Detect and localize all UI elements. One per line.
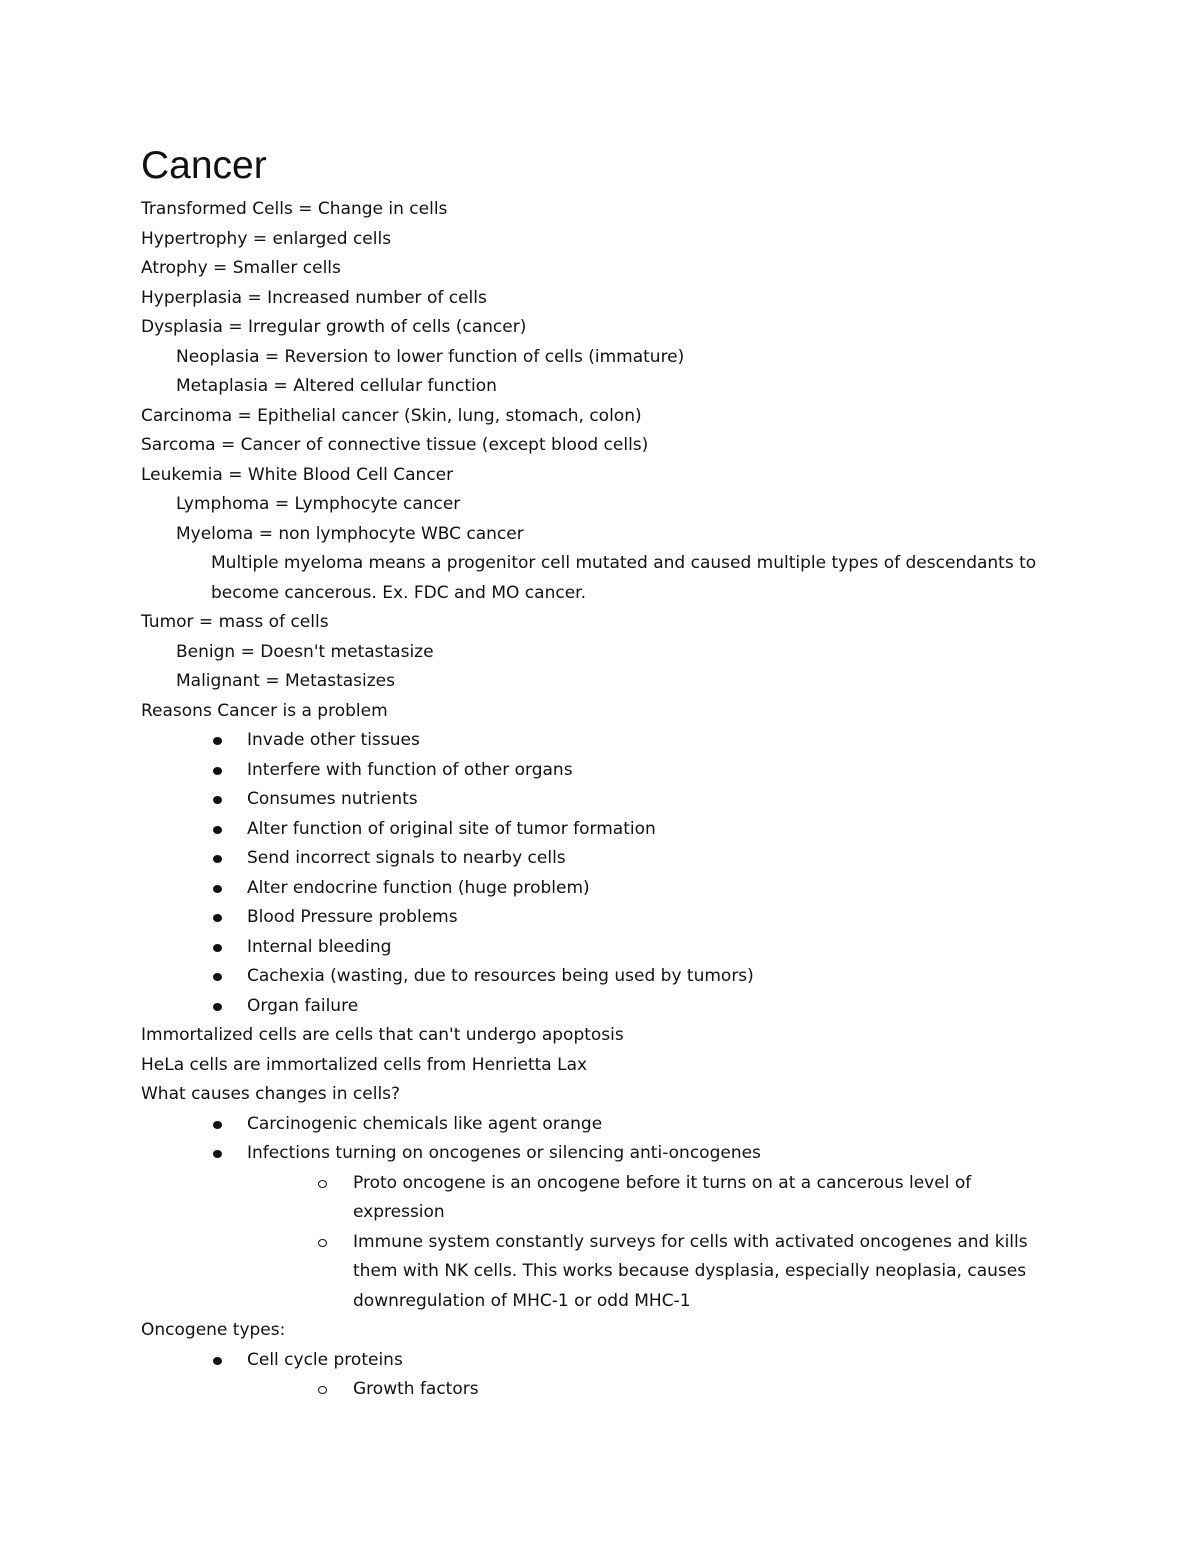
text-line — [0, 195, 1200, 225]
line-text: downregulation of MHC-1 or odd MHC-1 — [353, 1290, 691, 1311]
line-text: Consumes nutrients — [247, 789, 418, 809]
text-line — [0, 372, 1200, 402]
text-line — [0, 1316, 1200, 1346]
line-text: Invade other tissues — [247, 730, 420, 750]
bullet-circle-icon — [318, 1239, 327, 1247]
line-text: Tumor = mass of cells — [141, 612, 329, 632]
notes-body — [0, 195, 1200, 1405]
line-text: Hyperplasia = Increased number of cells — [141, 287, 487, 308]
line-text: Internal bleeding — [247, 936, 392, 957]
text-line — [0, 490, 1200, 520]
line-text: Benign = Doesn't metastasize — [176, 641, 434, 662]
text-line — [0, 579, 1200, 609]
text-line — [0, 1051, 1200, 1081]
text-line — [0, 1257, 1200, 1287]
text-line — [0, 549, 1200, 579]
line-text: Lymphoma = Lymphocyte cancer — [176, 494, 461, 514]
line-text: What causes changes in cells? — [141, 1084, 401, 1104]
line-text: HeLa cells are immortalized cells from Henrietta Lax — [141, 1054, 588, 1075]
bullet-dot-icon — [213, 885, 222, 893]
bullet-dot-icon — [213, 914, 222, 922]
text-line — [0, 343, 1200, 373]
bullet-dot-icon — [213, 1003, 222, 1011]
bullet-dot-icon — [213, 944, 222, 952]
text-line — [0, 402, 1200, 432]
list-item — [0, 1110, 1200, 1140]
text-line — [0, 225, 1200, 255]
line-text: Cell cycle proteins — [247, 1349, 403, 1370]
text-line — [0, 608, 1200, 638]
bullet-circle-icon — [318, 1386, 327, 1394]
line-text: Carcinogenic chemicals like agent orange — [247, 1113, 603, 1134]
line-text: Organ failure — [247, 995, 359, 1016]
line-text: Sarcoma = Cancer of connective tissue (except blood cells) — [141, 435, 649, 455]
line-text: Hypertrophy = enlarged cells — [141, 228, 392, 249]
line-text: Alter endocrine function (huge problem) — [247, 877, 590, 898]
text-line — [0, 254, 1200, 284]
list-item — [0, 844, 1200, 874]
text-line — [0, 1080, 1200, 1110]
bullet-dot-icon — [213, 1121, 222, 1129]
line-text: Multiple myeloma means a progenitor cell mutated and caused multiple types of descendants to — [211, 553, 1037, 573]
text-line — [0, 1021, 1200, 1051]
line-text: Interfere with function of other organs — [247, 759, 573, 780]
line-text: expression — [353, 1202, 445, 1222]
list-item — [0, 785, 1200, 815]
text-line — [0, 1198, 1200, 1228]
list-item — [0, 903, 1200, 933]
line-text: become cancerous. Ex. FDC and MO cancer. — [211, 582, 586, 603]
text-line — [0, 313, 1200, 343]
text-line — [0, 1287, 1200, 1317]
list-item — [0, 874, 1200, 904]
text-line — [0, 638, 1200, 668]
line-text: Oncogene types: — [141, 1320, 286, 1340]
line-text: Neoplasia = Reversion to lower function of cells (immature) — [176, 346, 685, 367]
list-item — [0, 962, 1200, 992]
list-item — [0, 815, 1200, 845]
list-item — [0, 726, 1200, 756]
text-line — [0, 284, 1200, 314]
line-text: Malignant = Metastasizes — [176, 671, 395, 691]
bullet-circle-icon — [318, 1180, 327, 1188]
bullet-dot-icon — [213, 767, 222, 775]
bullet-dot-icon — [213, 826, 222, 834]
line-text: Send incorrect signals to nearby cells — [247, 848, 566, 868]
page-title: Cancer — [141, 144, 267, 187]
line-text: Blood Pressure problems — [247, 907, 458, 927]
bullet-dot-icon — [213, 796, 222, 804]
line-text: Cachexia (wasting, due to resources being used by tumors) — [247, 966, 754, 986]
text-line — [0, 697, 1200, 727]
line-text: Metaplasia = Altered cellular function — [176, 376, 497, 396]
line-text: Immortalized cells are cells that can't undergo apoptosis — [141, 1025, 624, 1045]
list-item — [0, 1228, 1200, 1258]
line-text: Myeloma = non lymphocyte WBC cancer — [176, 523, 524, 544]
list-item — [0, 933, 1200, 963]
line-text: Immune system constantly surveys for cells with activated oncogenes and kills — [353, 1231, 1028, 1252]
bullet-dot-icon — [213, 855, 222, 863]
line-text: Dysplasia = Irregular growth of cells (cancer) — [141, 317, 527, 337]
bullet-dot-icon — [213, 973, 222, 981]
line-text: them with NK cells. This works because dysplasia, especially neoplasia, causes — [353, 1261, 1027, 1281]
line-text: Infections turning on oncogenes or silencing anti-oncogenes — [247, 1143, 761, 1163]
text-line — [0, 431, 1200, 461]
line-text: Transformed Cells = Change in cells — [141, 199, 448, 219]
list-item — [0, 1375, 1200, 1405]
bullet-dot-icon — [213, 737, 222, 745]
line-text: Atrophy = Smaller cells — [141, 258, 341, 278]
line-text: Growth factors — [353, 1379, 479, 1399]
line-text: Carcinoma = Epithelial cancer (Skin, lung, stomach, colon) — [141, 405, 642, 426]
line-text: Alter function of original site of tumor formation — [247, 818, 656, 839]
list-item — [0, 1169, 1200, 1199]
line-text: Proto oncogene is an oncogene before it turns on at a cancerous level of — [353, 1172, 972, 1193]
text-line — [0, 520, 1200, 550]
list-item — [0, 1346, 1200, 1376]
text-line — [0, 667, 1200, 697]
line-text: Reasons Cancer is a problem — [141, 700, 388, 721]
list-item — [0, 756, 1200, 786]
list-item — [0, 992, 1200, 1022]
line-text: Leukemia = White Blood Cell Cancer — [141, 464, 454, 485]
bullet-dot-icon — [213, 1357, 222, 1365]
text-line — [0, 461, 1200, 491]
bullet-dot-icon — [213, 1150, 222, 1158]
list-item — [0, 1139, 1200, 1169]
